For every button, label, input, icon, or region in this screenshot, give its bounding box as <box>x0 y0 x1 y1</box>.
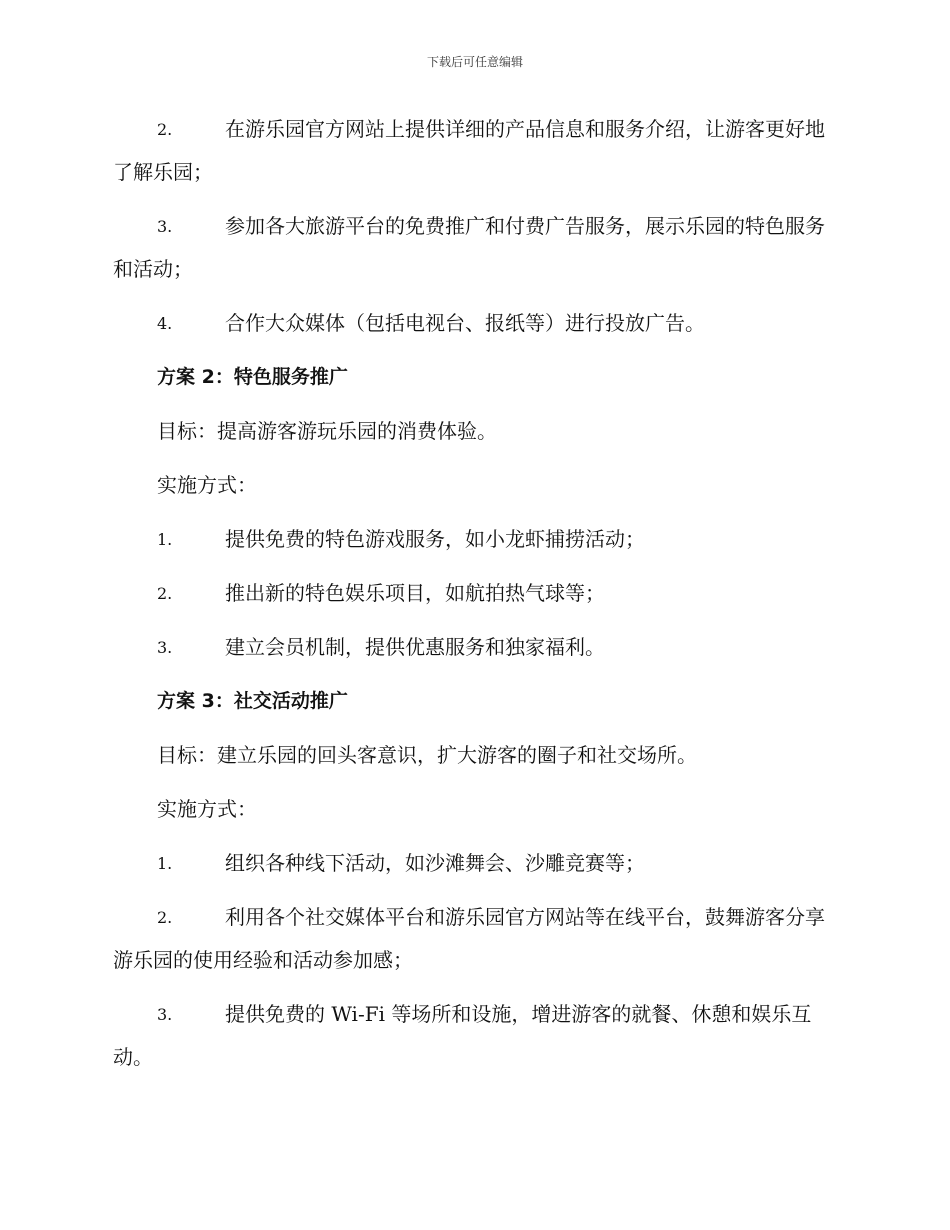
list-number: 3. <box>157 217 173 236</box>
list-number: 2. <box>157 120 173 139</box>
list-number: 3. <box>157 638 173 657</box>
list-number: 1. <box>157 854 173 873</box>
list-number: 3. <box>157 1005 173 1024</box>
list-text: 在游乐园官方网站上提供详细的产品信息和服务介绍，让游客更好地了解乐园； <box>113 117 825 184</box>
list-item <box>113 205 835 291</box>
list-item <box>113 993 835 1079</box>
list-item <box>113 518 835 561</box>
list-number: 4. <box>157 314 173 333</box>
paragraph: 目标：建立乐园的回头客意识，扩大游客的圈子和社交场所。 <box>157 743 697 767</box>
list-number: 2. <box>157 908 173 927</box>
list-item <box>113 626 835 669</box>
list-text: 合作大众媒体（包括电视台、报纸等）进行投放广告。 <box>225 311 705 335</box>
list-text: 参加各大旅游平台的免费推广和付费广告服务，展示乐园的特色服务和活动； <box>113 214 825 281</box>
list-number: 1. <box>157 530 173 549</box>
list-text: 提供免费的特色游戏服务，如小龙虾捕捞活动； <box>225 527 645 551</box>
list-text: 利用各个社交媒体平台和游乐园官方网站等在线平台，鼓舞游客分享游乐园的使用经验和活动参加感； <box>113 905 825 972</box>
list-text: 推出新的特色娱乐项目，如航拍热气球等； <box>225 581 605 605</box>
section-heading: 方案 2：特色服务推广 <box>157 366 348 388</box>
list-item <box>113 842 835 885</box>
list-text: 组织各种线下活动，如沙滩舞会、沙雕竞赛等； <box>225 851 645 875</box>
page-header: 下载后可任意编辑 <box>426 55 523 69</box>
list-text: 提供免费的 Wi-Fi 等场所和设施，增进游客的就餐、休憩和娱乐互动。 <box>113 1002 812 1069</box>
list-item <box>113 302 835 345</box>
list-item <box>113 896 835 982</box>
list-number: 2. <box>157 584 173 603</box>
paragraph: 目标：提高游客游玩乐园的消费体验。 <box>157 419 497 443</box>
document-body <box>113 108 835 1090</box>
paragraph: 实施方式： <box>157 473 257 497</box>
paragraph: 实施方式： <box>157 797 257 821</box>
section-heading: 方案 3：社交活动推广 <box>157 690 348 712</box>
list-item <box>113 572 835 615</box>
list-item <box>113 108 835 194</box>
list-text: 建立会员机制，提供优惠服务和独家福利。 <box>225 635 605 659</box>
